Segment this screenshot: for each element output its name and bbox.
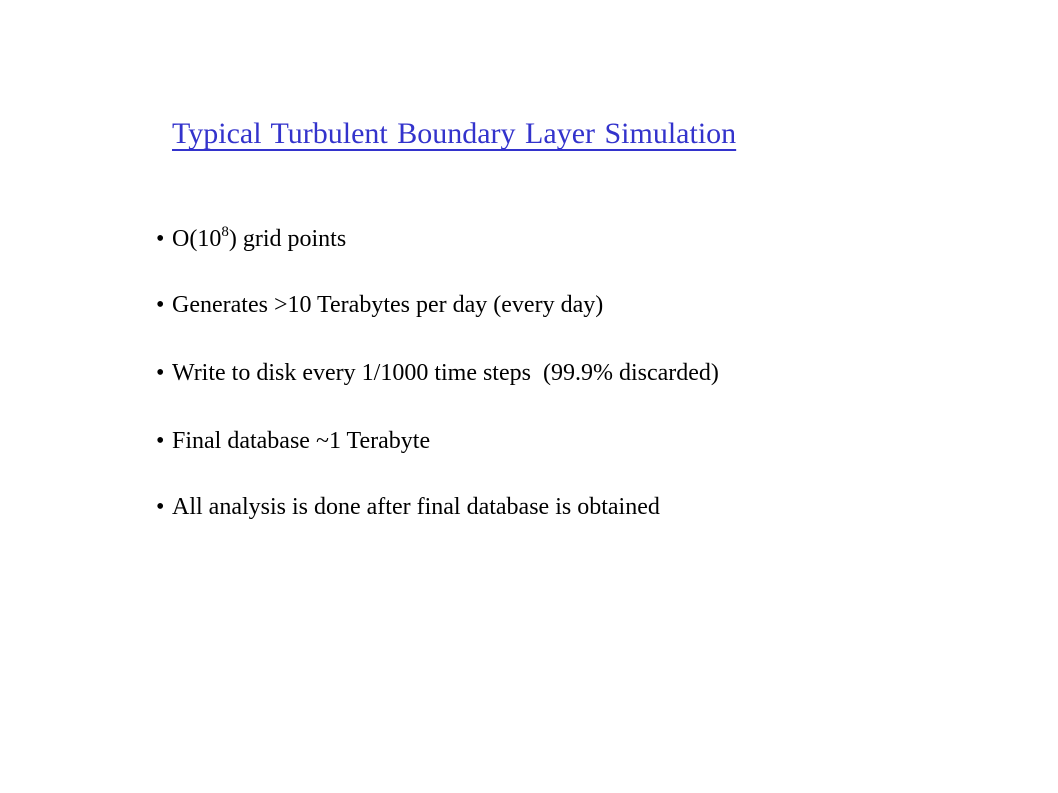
bullet-item <box>156 426 430 456</box>
slide-title: Typical Turbulent Boundary Layer Simulation <box>172 117 737 150</box>
bullet-text: Write to disk every 1/1000 time steps (99.9% discarded) <box>172 360 719 386</box>
bullet-dot-icon: • <box>156 292 165 318</box>
bullet-item <box>156 290 603 320</box>
bullet-dot-icon: • <box>156 428 165 454</box>
bullet-item <box>156 358 719 388</box>
bullet-item <box>156 224 346 254</box>
bullet-dot-icon: • <box>156 360 165 386</box>
bullet-text: All analysis is done after final database is obtained <box>172 494 660 520</box>
bullet-text: Generates >10 Terabytes per day (every day) <box>172 292 604 318</box>
bullet-exponent: 8 <box>221 224 229 240</box>
bullet-dot-icon: • <box>156 494 165 520</box>
bullet-dot-icon: • <box>156 226 165 252</box>
bullet-text: Final database ~1 Terabyte <box>172 428 431 454</box>
bullet-item <box>156 492 660 522</box>
bullet-text-suffix: ) grid points <box>228 226 347 252</box>
bullet-text-prefix: O(10 <box>172 226 222 252</box>
